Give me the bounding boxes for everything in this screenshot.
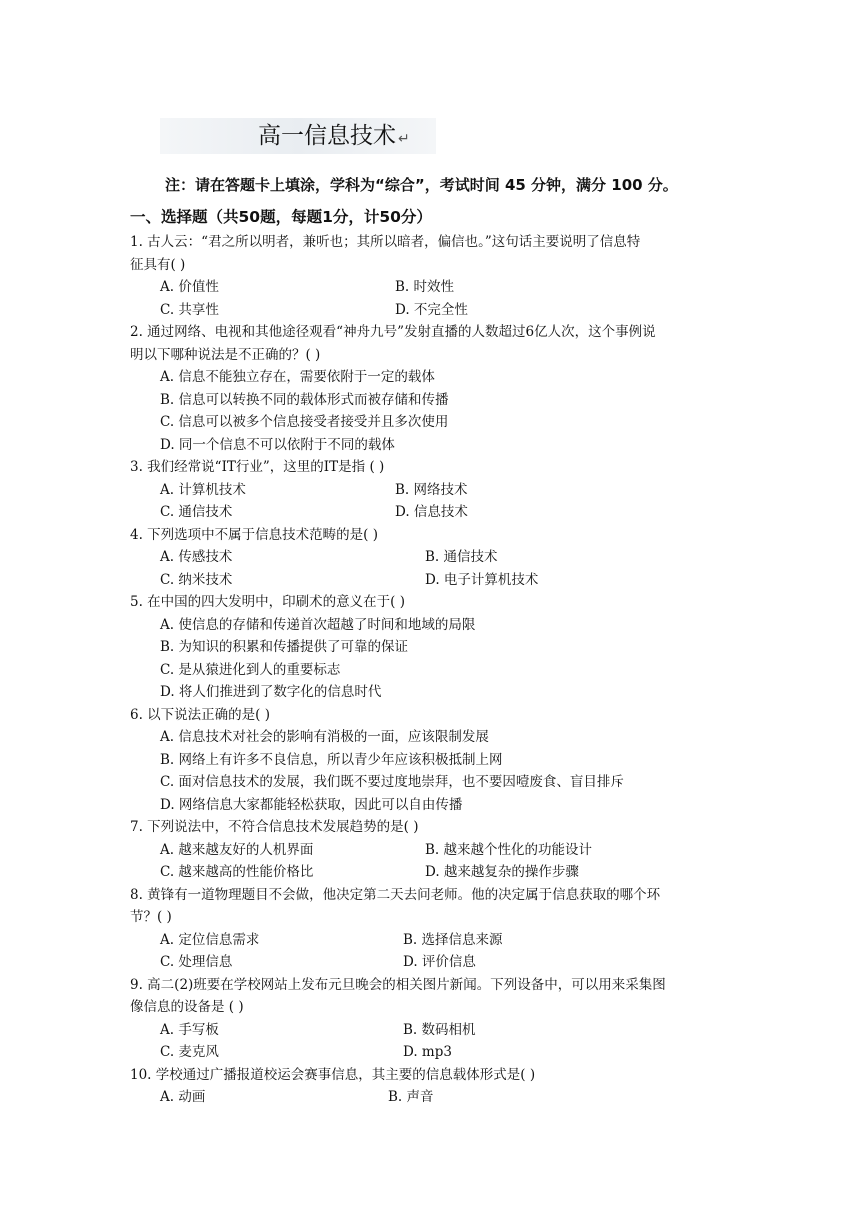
- option-row: [130, 1019, 740, 1042]
- question-stem: 节？( ): [130, 909, 172, 925]
- page-title: [258, 121, 410, 154]
- question-stem: 征具有( ): [130, 256, 186, 273]
- question-stem: 4. 下列选项中不属于信息技术范畴的是( ): [130, 526, 378, 543]
- option-row: [130, 546, 740, 569]
- question-item: [130, 974, 740, 1064]
- answer-option: D. 不完全性: [395, 301, 468, 318]
- answer-option: C. 越来越高的性能价格比: [160, 864, 314, 880]
- question-stem: 5. 在中国的四大发明中，印刷术的意义在于( ): [130, 594, 405, 610]
- answer-option: B. 网络技术: [395, 481, 468, 498]
- answer-option: D. mp3: [403, 1044, 452, 1060]
- answer-option: C. 麦克风: [160, 1044, 219, 1060]
- section-heading: 一、选择题（共50题，每题1分，计50分）: [130, 208, 432, 226]
- answer-option: D. 同一个信息不可以依附于不同的载体: [160, 436, 395, 453]
- option-row: [130, 479, 740, 502]
- answer-option: B. 信息可以转换不同的载体形式而被存储和传播: [160, 391, 449, 408]
- question-stem: 8. 黄锋有一道物理题目不会做，他决定第二天去问老师。他的决定属于信息获取的哪个环: [130, 886, 661, 903]
- option-row: [130, 276, 740, 299]
- answer-option: B. 通信技术: [425, 549, 498, 565]
- option-row: [130, 839, 740, 862]
- option-row: [130, 951, 740, 974]
- answer-option: D. 电子计算机技术: [425, 571, 539, 588]
- answer-option: A. 信息不能独立存在，需要依附于一定的载体: [160, 369, 435, 385]
- answer-option: B. 数码相机: [403, 1021, 476, 1038]
- option-row: [130, 569, 740, 592]
- option-row: [130, 1041, 740, 1064]
- answer-option: B. 越来越个性化的功能设计: [425, 841, 593, 858]
- answer-option: C. 是从猿进化到人的重要标志: [160, 661, 341, 678]
- question-stem: 明以下哪种说法是不正确的？( ): [130, 346, 321, 363]
- answer-option: D. 网络信息大家都能轻松获取，因此可以自由传播: [160, 796, 463, 813]
- answer-option: D. 评价信息: [403, 954, 476, 970]
- answer-option: D. 将人们推进到了数字化的信息时代: [160, 684, 382, 700]
- answer-option: A. 动画: [160, 1089, 206, 1105]
- question-item: [130, 231, 740, 321]
- answer-option: A. 手写板: [160, 1021, 219, 1038]
- answer-option: D. 信息技术: [395, 504, 468, 520]
- answer-option: C. 纳米技术: [160, 571, 233, 588]
- question-item: [130, 884, 740, 974]
- answer-option: C. 共享性: [160, 301, 219, 318]
- option-row: [130, 299, 740, 322]
- answer-option: C. 信息可以被多个信息接受者接受并且多次使用: [160, 414, 449, 430]
- answer-option: C. 面对信息技术的发展，我们既不要过度地崇拜，也不要因噎废食、盲目排斥: [160, 774, 624, 790]
- question-item: [130, 524, 740, 592]
- question-item: [130, 456, 740, 524]
- option-row: [130, 501, 740, 524]
- answer-option: C. 通信技术: [160, 504, 233, 520]
- answer-option: A. 定位信息需求: [160, 931, 260, 948]
- question-stem: 10. 学校通过广播报道校运会赛事信息，其主要的信息载体形式是( ): [130, 1066, 536, 1083]
- exam-note: 注：请在答题卡上填涂，学科为“综合”，考试时间 45 分钟，满分 100 分。: [165, 176, 678, 194]
- answer-option: B. 时效性: [395, 279, 455, 295]
- option-row: [130, 929, 740, 952]
- paragraph-mark: ↵: [398, 131, 410, 147]
- title-text: 高一信息技术: [258, 123, 396, 149]
- answer-option: A. 越来越友好的人机界面: [160, 841, 314, 858]
- answer-option: A. 价值性: [160, 279, 219, 295]
- answer-option: B. 选择信息来源: [403, 931, 503, 948]
- answer-option: A. 传感技术: [160, 549, 233, 565]
- option-row: [130, 1086, 740, 1109]
- question-stem: 6. 以下说法正确的是( ): [130, 706, 270, 723]
- answer-option: A. 计算机技术: [160, 481, 246, 498]
- answer-option: D. 越来越复杂的操作步骤: [425, 864, 579, 880]
- question-stem: 像信息的设备是 ( ): [130, 999, 244, 1015]
- answer-option: B. 声音: [388, 1089, 434, 1105]
- question-item: [130, 321, 740, 456]
- question-stem: 9. 高二(2)班要在学校网站上发布元旦晚会的相关图片新闻。下列设备中，可以用来采集图: [130, 976, 666, 993]
- question-item: [130, 1064, 740, 1109]
- answer-option: B. 为知识的积累和传播提供了可靠的保证: [160, 639, 409, 655]
- question-stem: 7. 下列说法中，不符合信息技术发展趋势的是( ): [130, 819, 419, 835]
- question-stem: 3. 我们经常说“IT行业”，这里的IT是指 ( ): [130, 459, 385, 475]
- answer-option: A. 信息技术对社会的影响有消极的一面，应该限制发展: [160, 729, 489, 745]
- question-item: [130, 816, 740, 884]
- option-row: [130, 861, 740, 884]
- answer-option: B. 网络上有许多不良信息，所以青少年应该积极抵制上网: [160, 751, 503, 768]
- question-stem: 1. 古人云：“君之所以明者，兼听也；其所以暗者，偏信也。”这句话主要说明了信息特: [130, 234, 641, 250]
- question-list: [130, 231, 740, 1109]
- question-item: [130, 704, 740, 817]
- answer-option: C. 处理信息: [160, 954, 233, 970]
- answer-option: A. 使信息的存储和传递首次超越了时间和地域的局限: [160, 616, 476, 633]
- question-stem: 2. 通过网络、电视和其他途径观看“神舟九号”发射直播的人数超过6亿人次，这个事例说: [130, 324, 656, 340]
- question-item: [130, 591, 740, 704]
